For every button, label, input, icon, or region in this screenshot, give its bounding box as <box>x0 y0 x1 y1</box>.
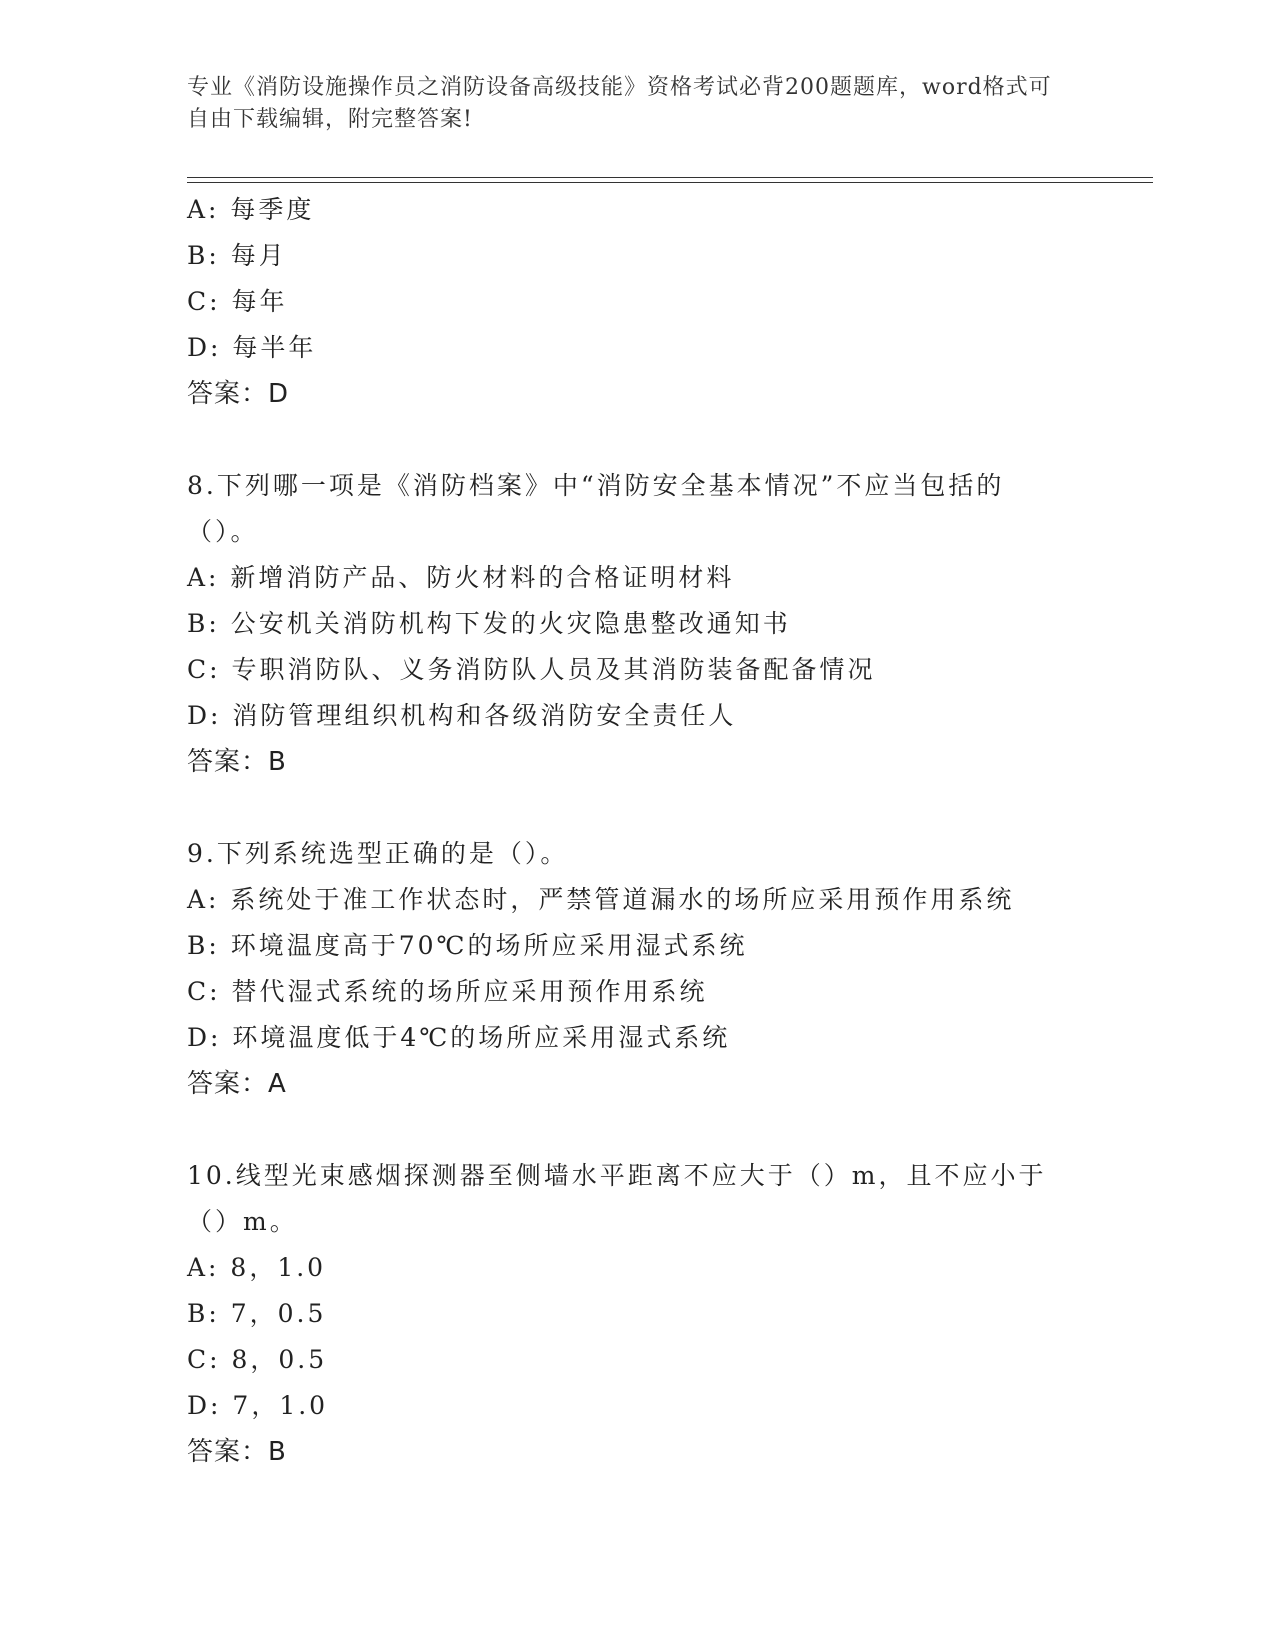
option-c: C: 8，0.5 <box>187 1345 328 1374</box>
question-text: 10.线型光束感烟探测器至侧墙水平距离不应大于（）m，且不应小于 <box>187 1161 1047 1190</box>
header-rule-bottom <box>187 182 1153 183</box>
option-c: C: 专职消防队、义务消防队人员及其消防装备配备情况 <box>187 655 876 684</box>
question-block-7 <box>187 187 1087 417</box>
header-rule-top <box>187 177 1153 178</box>
answer: 答案：B <box>187 1437 287 1467</box>
option-a: A: 新增消防产品、防火材料的合格证明材料 <box>187 563 735 592</box>
question-text: 8.下列哪一项是《消防档案》中“消防安全基本情况”不应当包括的 <box>187 471 1005 500</box>
answer: 答案：B <box>187 747 287 777</box>
option-d: D: 7，1.0 <box>187 1391 329 1420</box>
answer: 答案：A <box>187 1069 287 1099</box>
option-d: D: 消防管理组织机构和各级消防安全责任人 <box>187 701 737 730</box>
option-c: C: 替代湿式系统的场所应采用预作用系统 <box>187 977 708 1006</box>
option-d: D: 每半年 <box>187 333 317 362</box>
option-b: B: 每月 <box>187 241 287 270</box>
option-a: A: 每季度 <box>187 195 315 224</box>
option-b: B: 公安机关消防机构下发的火灾隐患整改通知书 <box>187 609 791 638</box>
question-text-cont: （）m。 <box>187 1207 298 1236</box>
option-b: B: 环境温度高于70℃的场所应采用湿式系统 <box>187 931 748 960</box>
option-d: D: 环境温度低于4℃的场所应采用湿式系统 <box>187 1023 731 1052</box>
document-header: 专业《消防设施操作员之消防设备高级技能》资格考试必背200题题库，word格式可自由下载编辑，附完整答案! <box>187 75 1052 132</box>
question-block-8 <box>187 463 1087 785</box>
option-b: B: 7，0.5 <box>187 1299 327 1328</box>
option-a: A: 8，1.0 <box>187 1253 327 1282</box>
question-text: 9.下列系统选型正确的是（）。 <box>187 839 569 868</box>
question-block-9 <box>187 831 1087 1107</box>
answer: 答案：D <box>187 379 290 409</box>
option-a: A: 系统处于准工作状态时，严禁管道漏水的场所应采用预作用系统 <box>187 885 1015 914</box>
question-block-10 <box>187 1153 1087 1475</box>
question-text-cont: （）。 <box>187 517 259 546</box>
document-body <box>187 187 1087 1475</box>
option-c: C: 每年 <box>187 287 288 316</box>
